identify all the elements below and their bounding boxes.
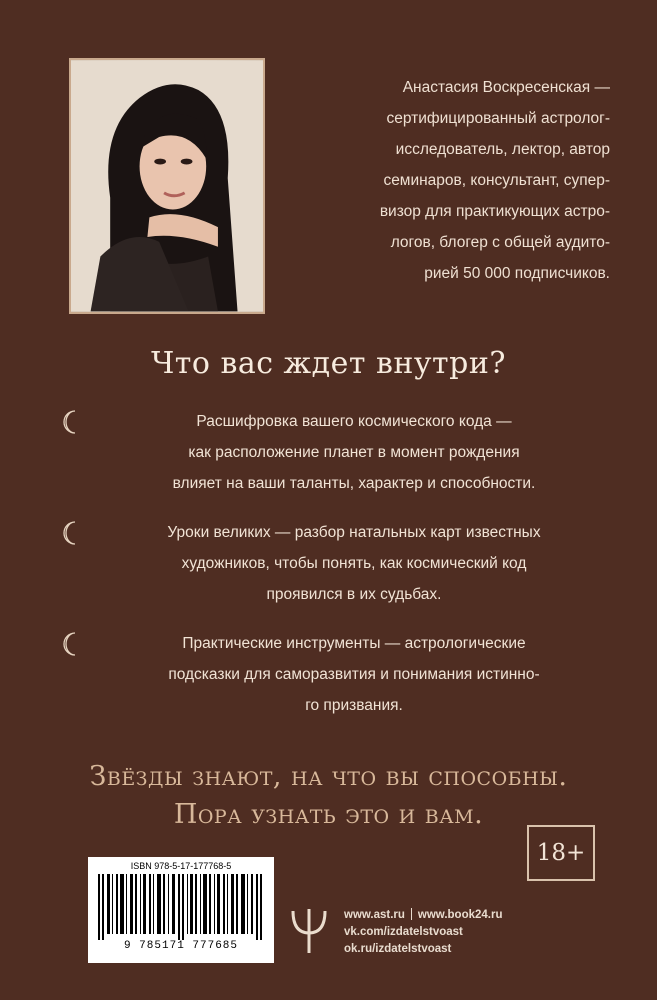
feature-line: художников, чтобы понять, как космический код	[181, 555, 527, 572]
crescent-moon-icon	[60, 631, 82, 657]
feature-line: Практические инструменты — астрологические	[182, 635, 526, 652]
feature-text	[104, 628, 604, 721]
feature-line: проявился в их судьбах.	[266, 586, 442, 603]
feature-line: Уроки великих — разбор натальных карт известных	[167, 524, 541, 541]
barcode-bars	[96, 874, 266, 940]
crescent-moon-icon	[60, 520, 82, 546]
publisher-site-link[interactable]: www.book24.ru	[417, 909, 503, 921]
bio-line: логов, блогер с общей аудито-	[390, 234, 610, 251]
author-photo	[69, 58, 265, 314]
section-heading: Что вас ждет внутри?	[151, 346, 506, 381]
tagline-line: Пора узнать это и вам.	[173, 799, 484, 830]
feature-text	[104, 517, 604, 610]
publisher-logo-icon	[287, 905, 331, 955]
publisher-site-link[interactable]: www.ast.ru	[344, 909, 405, 921]
feature-line: Расшифровка вашего космического кода —	[196, 413, 512, 430]
age-rating-badge: 18+	[527, 825, 595, 881]
bio-line: визор для практикующих астро-	[379, 203, 610, 220]
feature-line: го призвания.	[305, 697, 403, 714]
feature-line: подсказки для саморазвития и понимания истинно-	[168, 666, 540, 683]
feature-line: влияет на ваши таланты, характер и способности.	[172, 475, 536, 492]
barcode-digits: 9 785171 777685	[123, 940, 239, 952]
bio-line: рией 50 000 подписчиков.	[424, 265, 610, 282]
bio-line: сертифицированный астролог-	[386, 110, 610, 127]
bio-line: семинаров, консультант, супер-	[383, 172, 610, 189]
vk-link[interactable]: vk.com/izdatelstvoast	[344, 926, 463, 938]
feature-text	[104, 406, 604, 499]
divider	[411, 908, 412, 920]
isbn-text: ISBN 978-5-17-177768-5	[130, 861, 232, 871]
isbn-barcode	[88, 857, 274, 963]
author-bio	[290, 72, 610, 289]
tagline-line: Звёзды знают, на что вы способны.	[89, 761, 568, 792]
bio-line: исследователь, лектор, автор	[395, 141, 610, 158]
tagline	[0, 758, 657, 834]
crescent-moon-icon	[60, 409, 82, 435]
ok-link[interactable]: ok.ru/izdatelstvoast	[344, 943, 452, 955]
feature-line: как расположение планет в момент рождения	[188, 444, 520, 461]
bio-line: Анастасия Воскресенская —	[402, 79, 610, 96]
publisher-links	[344, 907, 502, 958]
